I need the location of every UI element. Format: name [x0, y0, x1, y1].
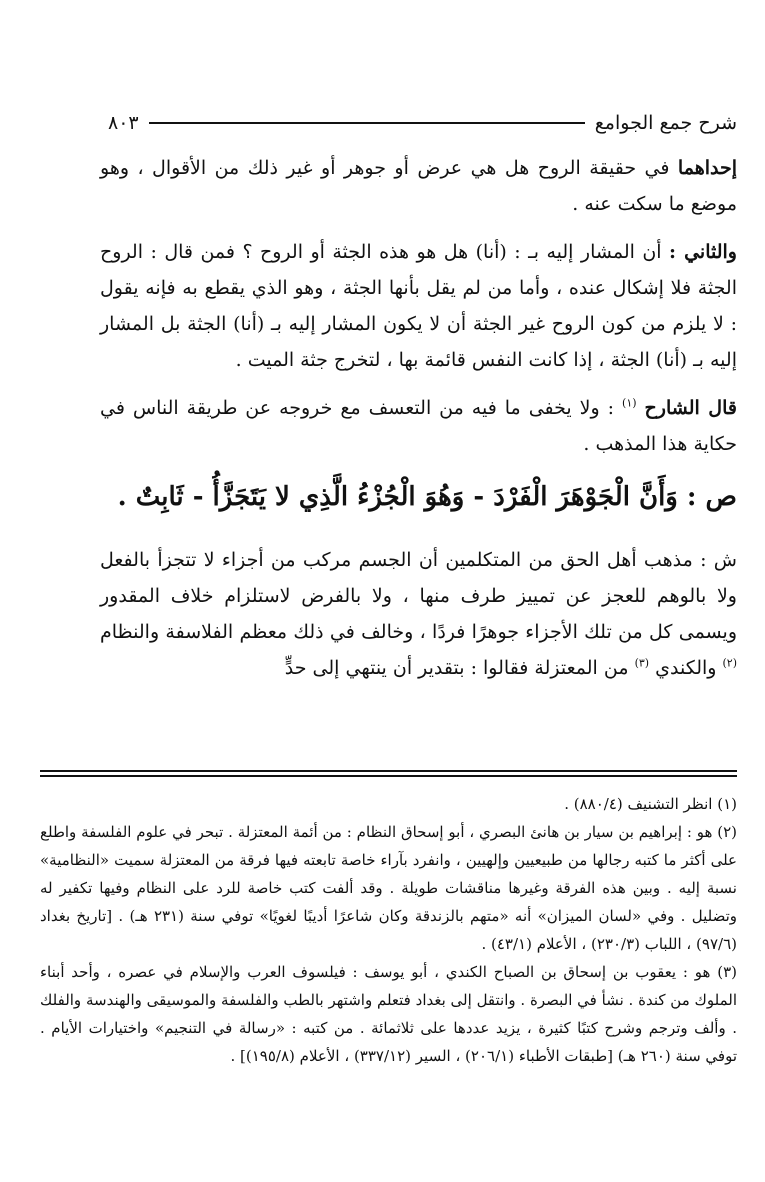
paragraph-text: أن المشار إليه بـ : (أنا) هل هو هذه الجثة أو الروح ؟ فمن قال : الروح الجثة فلا إشكال عنده ، وأما من لم يقل بأنها الجثة ، وهو الذي يقطع به فإنه يقول : لا يلزم من كون الروح غير الجثة أن لا يكون المشار إليه بـ (أنا) الجثة بل المشار إليه بـ (أنا) الجثة ، إذا كانت النفس قائمة بها ، لتخرج جثة الميت . — [100, 241, 737, 371]
paragraph-first — [100, 150, 737, 222]
footnote-ref-1: (١) — [622, 396, 637, 410]
sharh-text: من المعتزلة فقالوا : بتقدير أن ينتهي إلى حدٍّ — [284, 657, 635, 679]
paragraph-second — [100, 234, 737, 378]
sharh-paragraph — [100, 542, 737, 686]
footnote-1: (١) انظر التشنيف (٨٨٠/٤) . — [564, 795, 737, 813]
header-rule — [149, 122, 585, 124]
sharh-text: ش : مذهب أهل الحق من المتكلمين أن الجسم مركب من أجزاء لا تتجزأ بالفعل ولا بالوهم للعجز عن تمييز طرف منها ، ولا بالفرض لاستلزام خلاف المقدور ويسمى كل من تلك الأجزاء جوهرًا فردًا ، وخالف في ذلك معظم الفلاسفة والنظام — [100, 549, 737, 643]
paragraph-text: : ولا يخفى ما فيه من التعسف مع خروجه عن طريقة الناس في حكاية هذا المذهب . — [100, 397, 737, 455]
footnote-ref-2: (٢) — [722, 656, 737, 670]
paragraph-lead: قال الشارح — [644, 397, 737, 419]
running-header — [108, 108, 737, 138]
main-text — [100, 150, 737, 698]
paragraph-lead: إحداهما — [677, 157, 737, 179]
footnote-separator — [40, 770, 737, 780]
sharh-text: والكندي — [655, 657, 723, 679]
footnote-ref-3: (٣) — [634, 656, 650, 670]
header-title: شرح جمع الجوامع — [594, 112, 737, 134]
paragraph-lead: والثاني : — [669, 241, 737, 263]
page-number: ٨٠٣ — [108, 112, 139, 134]
footnote-3: (٣) هو : يعقوب بن إسحاق بن الصباح الكندي ، أبو يوسف : فيلسوف العرب والإسلام في عصره ، وأحد أبناء الملوك من كندة . نشأ في البصرة . وانتقل إلى بغداد فتعلم واشتهر بالطب والفلسفة والموسيقى والهندسة والفلك . وألف وترجم وشرح كتبًا كثيرة ، يزيد عددها على ثلاثمائة . من كتبه : «رسالة في التنجيم» واختيارات الأيام . توفي سنة (٢٦٠ هـ) [طبقات الأطباء (٢٠٦/١) ، السير (٣٣٧/١٢) ، الأعلام (١٩٥/٨)] . — [40, 963, 737, 1065]
paragraph-commentator — [100, 390, 737, 462]
matn-text: ص : وَأَنَّ الْجَوْهَرَ الْفَرْدَ - وَهُوَ الْجُزْءُ الَّذِي لا يَتَجَزَّأُ - ثَابِتٌ . — [117, 482, 737, 512]
paragraph-text: في حقيقة الروح هل هي عرض أو جوهر أو غير ذلك من الأقوال ، وهو موضع ما سكت عنه . — [100, 157, 737, 215]
footnote-2: (٢) هو : إبراهيم بن سيار بن هانئ البصري ، أبو إسحاق النظام : من أئمة المعتزلة . تبحر في علوم الفلسفة واطلع على أكثر ما كتبه رجالها من طبيعيين وإلهيين ، وانفرد بآراء خاصة تابعته فيها فرقة من المعتزلة سميت «النظامية» نسبة إليه . وبين هذه الفرقة وغيرها مناقشات طويلة . وقد ألفت كتب خاصة للرد على النظام وفيها تكفير له وتضليل . وفي «لسان الميزان» أنه «متهم بالزندقة وكان شاعرًا أديبًا لغويًا» توفي سنة (٢٣١ هـ) . [تاريخ بغداد (٩٧/٦) ، اللباب (٢٣٠/٣) ، الأعلام (٤٣/١) . — [40, 823, 738, 953]
footnotes — [40, 790, 737, 1070]
